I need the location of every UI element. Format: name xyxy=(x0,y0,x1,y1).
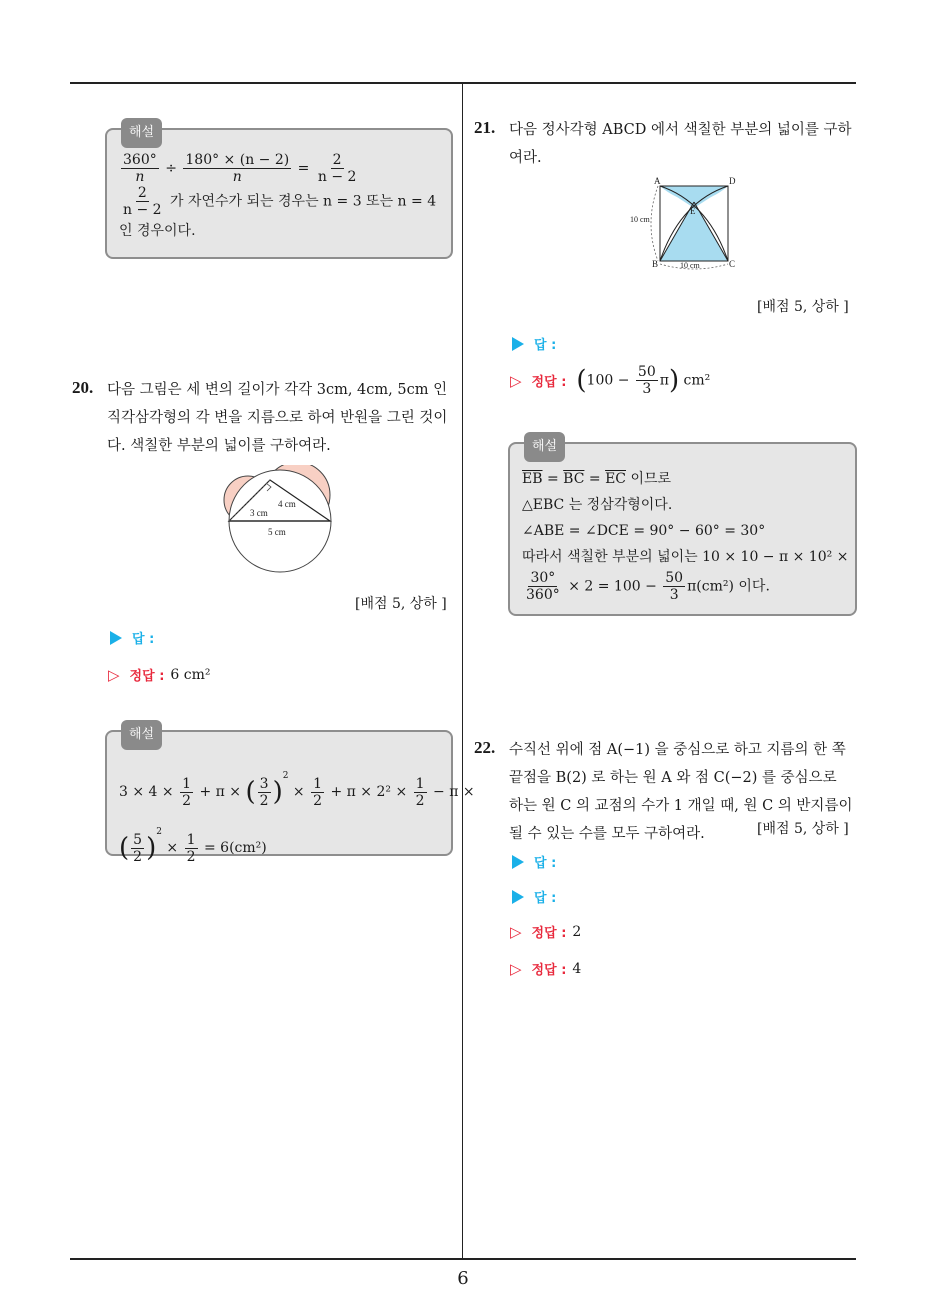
q21-explain-line-4: 따라서 색칠한 부분의 넓이는 10 × 10 − π × 10² × xyxy=(522,549,849,565)
play-outline-icon: ▷ xyxy=(510,922,522,941)
fraction: $\frac{5}{2}$ xyxy=(133,831,143,865)
play-filled-icon xyxy=(512,855,524,869)
q20-explain-line-1: 3 × 4 × $\frac{1}{2}$ + π × ( $\frac{3}{2}$ )$^2$ × $\frac{1}{2}$ + π × 2² × $\frac{1}{2}$ − π × xyxy=(119,771,475,809)
fraction: $\frac{30^\circ}{360^\circ}$ xyxy=(526,570,560,603)
bottom-rule xyxy=(70,1258,856,1260)
question-20-text: 다음 그림은 세 변의 길이가 각각 3cm, 4cm, 5cm 인 직각삼각형의 각 변을 지름으로 하여 반원을 그린 것이다. 색칠한 부분의 넓이를 구하여라. xyxy=(107,382,448,454)
q21-label-C: C xyxy=(729,259,736,269)
q19-explain-line-2: $\frac{2}{n - 2}$ 가 자연수가 되는 경우는 n = 3 또는 n = 4 xyxy=(123,185,437,218)
question-20-number: 20. xyxy=(72,378,94,397)
q22-answer-line-2[interactable] xyxy=(512,887,556,906)
q22-correct-value-1: 2 xyxy=(572,923,582,940)
play-filled-icon xyxy=(512,337,524,351)
q21-explain-line-3: ∠ABE = ∠DCE = 90° − 60° = 30° xyxy=(522,523,766,539)
correct-label: 정답 : xyxy=(531,926,567,941)
correct-label: 정답 : xyxy=(129,669,165,684)
page-number: 6 xyxy=(457,1268,469,1289)
play-outline-icon: ▷ xyxy=(510,371,522,390)
q21-correct-value: (100 − $\frac{50}{3}$ π) cm² xyxy=(576,364,711,397)
q21-label-B: B xyxy=(652,259,659,269)
fraction: $\frac{180^\circ \times (n - 2)}{n}$ xyxy=(185,152,290,185)
play-outline-icon: ▷ xyxy=(108,665,120,684)
q21-answer-line[interactable] xyxy=(512,334,556,353)
fraction: $\frac{1}{2}$ xyxy=(186,831,196,865)
correct-label: 정답 : xyxy=(531,375,567,390)
q19-explain-line-1: $\frac{360^\circ}{n}$ ÷ $\frac{180^\circ \times (n - 2)}{n}$ = $\frac{2}{n - 2}$ xyxy=(123,152,357,185)
q21-label-A: A xyxy=(654,176,661,186)
q20-answer-line[interactable] xyxy=(110,628,154,647)
q22-correct-value-2: 4 xyxy=(572,960,582,977)
fraction: $\frac{1}{2}$ xyxy=(415,775,425,809)
play-filled-icon xyxy=(512,890,524,904)
q20-explain-line-2: ( $\frac{5}{2}$ )$^2$ × $\frac{1}{2}$ = 6(cm²) xyxy=(119,827,267,865)
explanation-tab: 해설 xyxy=(121,720,162,750)
q20-explanation-box xyxy=(105,727,475,865)
fraction: $\frac{50}{3}$ xyxy=(665,570,684,603)
q19-explanation-box xyxy=(105,125,453,259)
fraction: $\frac{50}{3}$ xyxy=(637,364,656,397)
explanation-tab: 해설 xyxy=(524,432,565,462)
column-divider xyxy=(462,84,463,1260)
play-filled-icon xyxy=(110,631,122,645)
q20-label-5cm: 5 cm xyxy=(268,527,286,537)
q20-label-3cm: 3 cm xyxy=(250,508,268,518)
fraction: $\frac{3}{2}$ xyxy=(259,775,269,809)
fraction: $\frac{2}{n - 2}$ xyxy=(123,185,162,218)
question-22-number: 22. xyxy=(474,738,496,757)
q21-explanation-box xyxy=(508,439,857,616)
answer-label: 답 : xyxy=(534,856,557,871)
q21-score: [배점 5, 상하 ] xyxy=(757,299,849,315)
answer-label: 답 : xyxy=(132,632,155,647)
q22-answer-line-1[interactable] xyxy=(512,852,556,871)
q20-correct-value: 6 cm² xyxy=(170,666,211,683)
q22-score: [배점 5, 상하 ] xyxy=(757,821,849,837)
q19-explain-line-3: 인 경우이다. xyxy=(119,223,196,239)
q21-figure xyxy=(628,174,746,274)
q21-label-side: 10 cm xyxy=(630,215,650,224)
q20-score: [배점 5, 상하 ] xyxy=(355,596,447,612)
answer-label: 답 : xyxy=(534,338,557,353)
q21-label-bottom: 10 cm xyxy=(680,261,700,270)
q22-correct-line-1 xyxy=(510,922,581,941)
fraction: $\frac{360^\circ}{n}$ xyxy=(123,152,157,185)
answer-label: 답 : xyxy=(534,891,557,906)
q21-label-E: E xyxy=(690,206,696,216)
q20-figure xyxy=(222,465,338,573)
q22-correct-line-2 xyxy=(510,959,581,978)
q21-label-D: D xyxy=(729,176,736,186)
top-rule xyxy=(70,82,856,84)
q21-correct-line xyxy=(510,364,710,397)
fraction: $\frac{1}{2}$ xyxy=(182,775,192,809)
correct-label: 정답 : xyxy=(531,963,567,978)
question-22-text: 수직선 위에 점 A(−1) 을 중심으로 하고 지름의 한 쪽 끝점을 B(2) 로 하는 원 A 와 점 C(−2) 를 중심으로 하는 원 C 의 교점의 수가 1 개일 때, 원 C 의 반지름이 될 수 있는 수를 모두 구하여라. xyxy=(509,742,853,842)
fraction: $\frac{2}{n - 2}$ xyxy=(317,152,357,185)
q20-label-4cm: 4 cm xyxy=(278,499,296,509)
q21-explain-line-1: $\overline{EB} = \overline{BC} = \overline{EC}$ 이므로 xyxy=(522,471,672,487)
explanation-tab: 해설 xyxy=(121,118,162,148)
question-21-text: 다음 정사각형 ABCD 에서 색칠한 부분의 넓이를 구하여라. xyxy=(509,122,852,166)
q21-explain-line-5: $\frac{30^\circ}{360^\circ}$ × 2 = 100 − $\frac{50}{3}$ π(cm²) 이다. xyxy=(526,570,770,603)
question-21-number: 21. xyxy=(474,118,496,137)
fraction: $\frac{1}{2}$ xyxy=(313,775,323,809)
q21-explain-line-2: △EBC 는 정삼각형이다. xyxy=(522,497,673,513)
play-outline-icon: ▷ xyxy=(510,959,522,978)
q20-correct-line xyxy=(108,665,210,684)
